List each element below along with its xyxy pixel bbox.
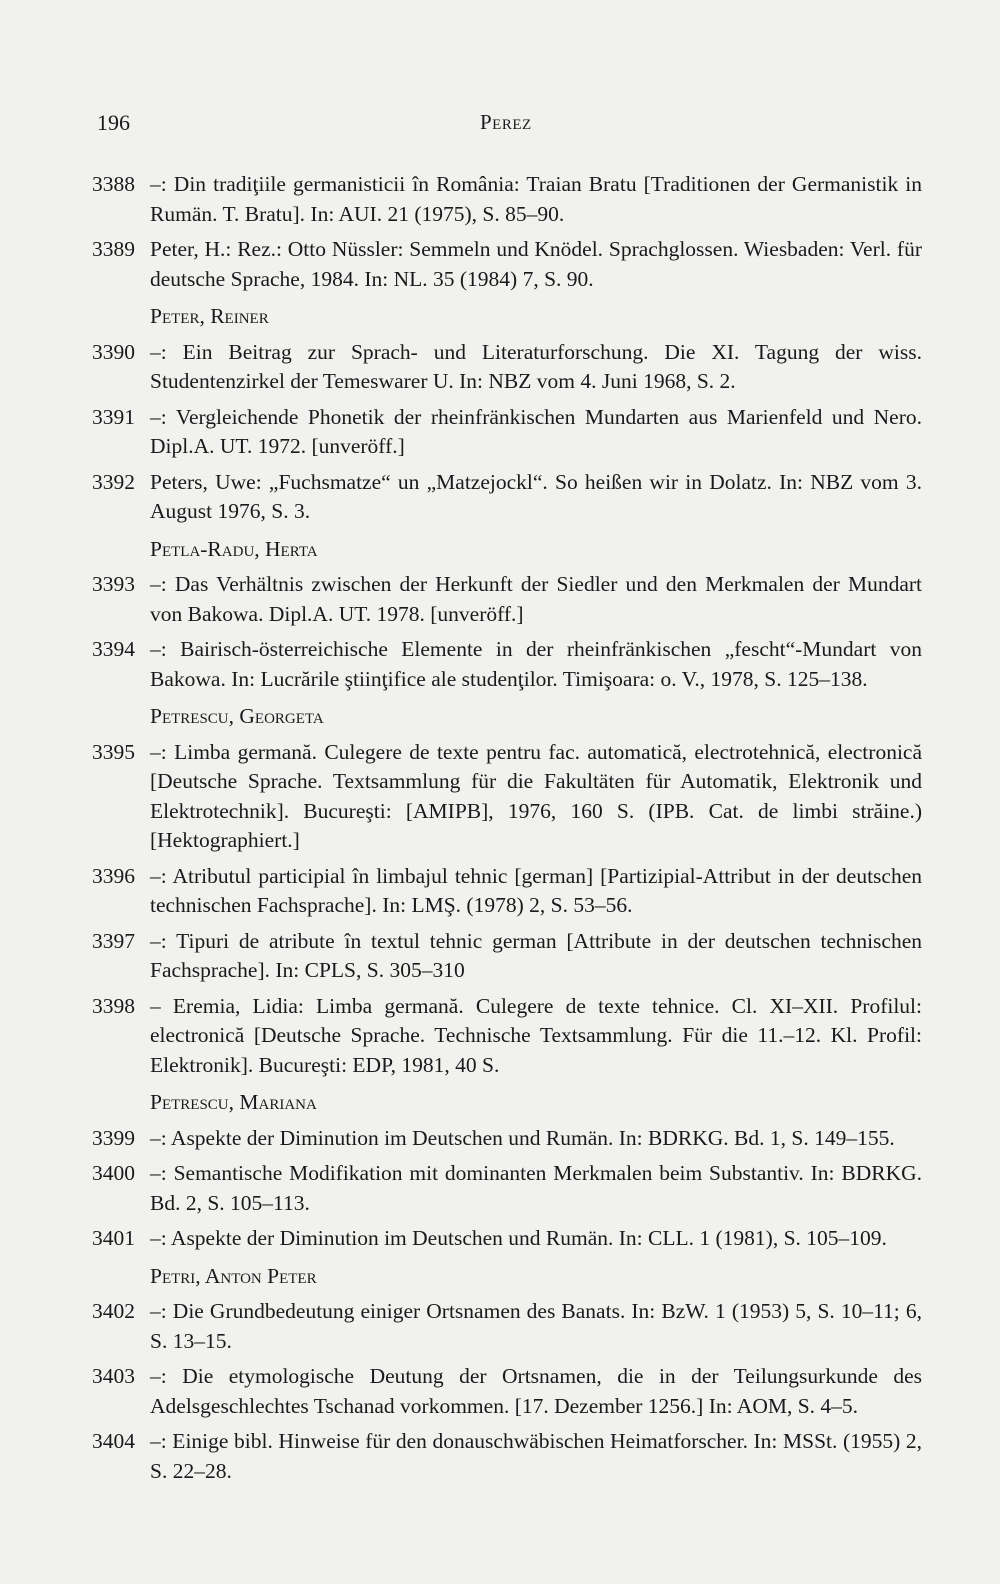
entry-text: – Eremia, Lidia: Limba germană. Culegere de texte tehnice. Cl. XI–XII. Profilul: electronică [Deutsche Sprache. Technische Textsammlung. Für die 11.–12. Kl. Profil: Elektronik]. Bucureşti: EDP, 1981, 40 S. (150, 993, 922, 1077)
entry-3389 (92, 235, 922, 294)
entry-number: 3395 (92, 739, 135, 764)
entry-text: Peter, H.: Rez.: Otto Nüssler: Semmeln und Knödel. Sprachglossen. Wiesbaden: Verl. für deutsche Sprache, 1984. In: NL. 35 (1984) 7, S. 90. (150, 237, 922, 291)
author-heading: Petla-Radu, Herta (150, 536, 318, 561)
entry-number: 3399 (92, 1125, 135, 1150)
entry-3398 (92, 992, 922, 1081)
page-header (0, 110, 1000, 150)
entry-number: 3396 (92, 863, 135, 888)
entry-text: –: Din tradiţiile germanisticii în România: Traian Bratu [Traditionen der Germanistik in Rumän. T. Bratu]. In: AUI. 21 (1975), S. 85–90. (150, 172, 922, 226)
author-heading: Petrescu, Mariana (150, 1090, 317, 1114)
entry-3400 (92, 1159, 922, 1218)
entry-text: –: Limba germană. Culegere de texte pentru fac. automatică, electrotehnică, electronică [Deutsche Sprache. Textsammlung für die Fakultäten für Automatik, Elektronik und Elektrotechnik]. Bucureşti: [AMIPB], 1976, 160 S. (IPB. Cat. de limbi străine.) [Hektographiert.] (150, 739, 922, 852)
entry-3396 (92, 862, 922, 921)
entry-3390 (92, 338, 922, 397)
entry-text: –: Semantische Modifikation mit dominanten Merkmalen beim Substantiv. In: BDRKG. Bd. 2, S. 105–113. (150, 1161, 922, 1215)
entry-3394 (92, 635, 922, 694)
entry-3403 (92, 1362, 922, 1421)
entry-text: –: Die Grundbedeutung einiger Ortsnamen des Banats. In: BzW. 1 (1953) 5, S. 10–11; 6, S. 13–15. (150, 1299, 922, 1353)
entry-3392 (92, 468, 922, 527)
entry-number: 3403 (92, 1364, 135, 1388)
author-heading: Petri, Anton Peter (150, 1263, 317, 1288)
entry-number: 3401 (92, 1226, 135, 1250)
entry-text: –: Aspekte der Diminution im Deutschen und Rumän. In: BDRKG. Bd. 1, S. 149–155. (150, 1125, 895, 1150)
entry-3401 (92, 1224, 922, 1254)
entry-number: 3391 (92, 404, 135, 429)
entry-text: –: Das Verhältnis zwischen der Herkunft der Siedler und den Merkmalen der Mundart von Bakowa. Dipl.A. UT. 1978. [unveröff.] (150, 572, 922, 626)
entry-3404 (92, 1427, 922, 1486)
entry-3397 (92, 927, 922, 986)
entry-number: 3400 (92, 1161, 135, 1185)
entry-number: 3389 (92, 237, 135, 261)
entry-3391 (92, 403, 922, 462)
entry-text: –: Einige bibl. Hinweise für den donauschwäbischen Heimatforscher. In: MSSt. (1955) 2, S. 22–28. (150, 1429, 922, 1483)
entry-number: 3390 (92, 339, 135, 364)
bibliography-body (92, 170, 922, 1492)
entry-3402 (92, 1297, 922, 1356)
entry-text: –: Atributul participial în limbajul tehnic [german] [Partizipial-Attribut in der deutschen technischen Fachsprache]. In: LMŞ. (1978) 2, S. 53–56. (150, 863, 922, 917)
entry-text: –: Die etymologische Deutung der Ortsnamen, die in der Teilungsurkunde des Adelsgeschlechtes Tschanad vorkommen. [17. Dezember 1256.] In: AOM, S. 4–5. (150, 1364, 922, 1418)
author-heading: Petrescu, Georgeta (150, 704, 324, 728)
entry-number: 3392 (92, 469, 135, 494)
entry-number: 3394 (92, 637, 135, 661)
entry-number: 3393 (92, 572, 135, 596)
entry-3393 (92, 570, 922, 629)
entry-text: Peters, Uwe: „Fuchsmatze“ un „Matzejockl“. So heißen wir in Dolatz. In: NBZ vom 3. August 1976, S. 3. (150, 469, 922, 523)
entry-3399 (92, 1124, 922, 1154)
entry-number: 3402 (92, 1299, 135, 1323)
entry-number: 3397 (92, 928, 135, 953)
entry-text: –: Tipuri de atribute în textul tehnic german [Attribute in der deutschen technischen Fachsprache]. In: CPLS, S. 305–310 (150, 928, 922, 982)
author-heading: Peter, Reiner (150, 304, 269, 328)
page-number: 196 (97, 110, 130, 135)
running-head: Perez (480, 110, 532, 134)
entry-text: –: Ein Beitrag zur Sprach- und Literaturforschung. Die XI. Tagung der wiss. Studentenzirkel der Temeswarer U. In: NBZ vom 4. Juni 1968, S. 2. (150, 339, 922, 393)
entry-number: 3388 (92, 172, 135, 196)
entry-text: –: Bairisch-österreichische Elemente in der rheinfränkischen „fescht“-Mundart von Bakowa. In: Lucrările ştiinţifice ale studenţilor. Timişoara: o. V., 1978, S. 125–138. (150, 637, 922, 691)
entry-3395 (92, 738, 922, 856)
entry-text: –: Aspekte der Diminution im Deutschen und Rumän. In: CLL. 1 (1981), S. 105–109. (150, 1226, 887, 1250)
entry-number: 3404 (92, 1429, 135, 1453)
entry-text: –: Vergleichende Phonetik der rheinfränkischen Mundarten aus Marienfeld und Nero. Dipl.A. UT. 1972. [unveröff.] (150, 404, 922, 458)
entry-3388 (92, 170, 922, 229)
entry-number: 3398 (92, 993, 135, 1018)
